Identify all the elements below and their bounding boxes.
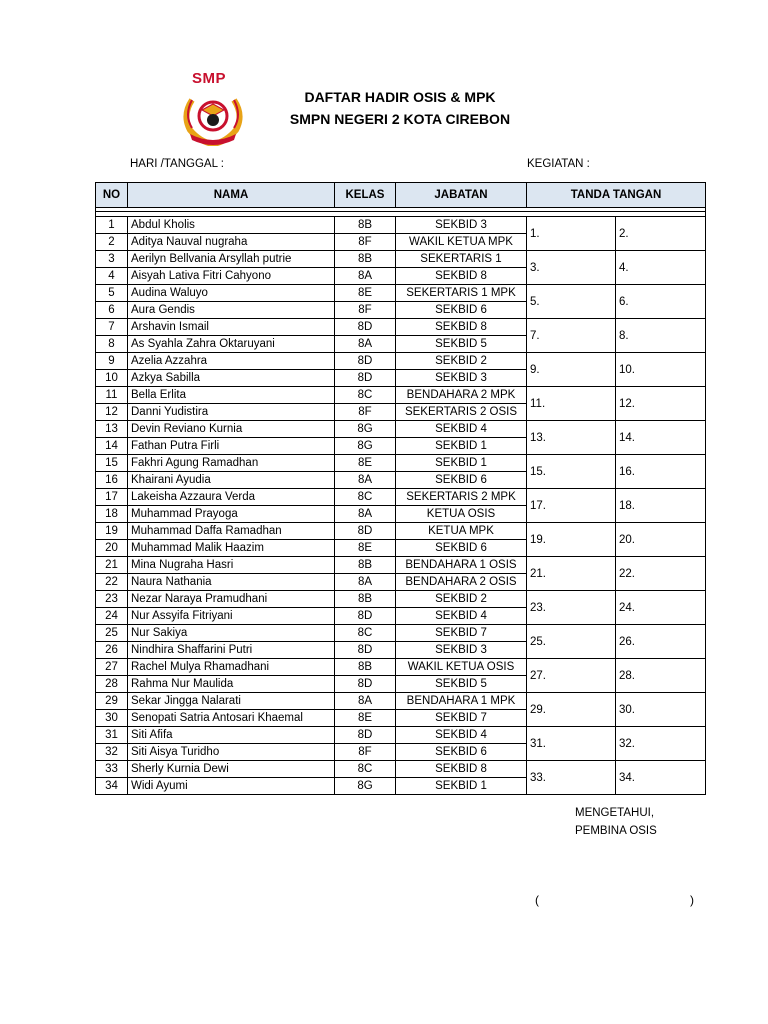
student-name: Sherly Kurnia Dewi — [128, 761, 335, 778]
row-number: 28 — [96, 676, 128, 693]
student-name: Audina Waluyo — [128, 285, 335, 302]
student-position: SEKBID 3 — [396, 370, 527, 387]
student-name: Fakhri Agung Ramadhan — [128, 455, 335, 472]
row-number: 8 — [96, 336, 128, 353]
student-class: 8G — [335, 421, 396, 438]
signature-cell: 20. — [616, 523, 706, 557]
student-name: Aura Gendis — [128, 302, 335, 319]
signature-cell: 6. — [616, 285, 706, 319]
table-row — [96, 557, 706, 574]
row-number: 33 — [96, 761, 128, 778]
signature-cell: 13. — [527, 421, 616, 455]
attendance-table — [95, 182, 706, 795]
table-row — [96, 387, 706, 404]
student-name: Widi Ayumi — [128, 778, 335, 795]
student-position: SEKBID 7 — [396, 625, 527, 642]
student-position: SEKERTARIS 2 MPK — [396, 489, 527, 506]
row-number: 34 — [96, 778, 128, 795]
student-class: 8D — [335, 608, 396, 625]
signature-cell: 11. — [527, 387, 616, 421]
student-name: Abdul Kholis — [128, 217, 335, 234]
signature-cell: 25. — [527, 625, 616, 659]
student-position: WAKIL KETUA MPK — [396, 234, 527, 251]
student-class: 8B — [335, 217, 396, 234]
student-class: 8D — [335, 370, 396, 387]
student-position: SEKBID 5 — [396, 336, 527, 353]
student-position: SEKBID 6 — [396, 472, 527, 489]
signature-cell: 2. — [616, 217, 706, 251]
student-position: SEKERTARIS 1 — [396, 251, 527, 268]
student-class: 8G — [335, 438, 396, 455]
column-header-jabatan: JABATAN — [396, 183, 527, 208]
student-name: Bella Erlita — [128, 387, 335, 404]
student-class: 8F — [335, 234, 396, 251]
student-class: 8E — [335, 710, 396, 727]
student-name: Rachel Mulya Rhamadhani — [128, 659, 335, 676]
table-row — [96, 217, 706, 234]
student-class: 8E — [335, 455, 396, 472]
row-number: 6 — [96, 302, 128, 319]
student-name: Nindhira Shaffarini Putri — [128, 642, 335, 659]
signature-cell: 4. — [616, 251, 706, 285]
table-row — [96, 421, 706, 438]
student-name: Nezar Naraya Pramudhani — [128, 591, 335, 608]
student-class: 8A — [335, 472, 396, 489]
table-row — [96, 489, 706, 506]
row-number: 32 — [96, 744, 128, 761]
acknowledged-label: MENGETAHUI, — [575, 807, 655, 819]
signature-cell: 16. — [616, 455, 706, 489]
row-number: 17 — [96, 489, 128, 506]
student-name: Aditya Nauval nugraha — [128, 234, 335, 251]
student-name: Khairani Ayudia — [128, 472, 335, 489]
signature-cell: 1. — [527, 217, 616, 251]
column-header-kelas: KELAS — [335, 183, 396, 208]
student-position: SEKBID 1 — [396, 455, 527, 472]
student-name: Danni Yudistira — [128, 404, 335, 421]
signature-cell: 12. — [616, 387, 706, 421]
row-number: 31 — [96, 727, 128, 744]
student-position: BENDAHARA 2 OSIS — [396, 574, 527, 591]
school-logo — [178, 70, 248, 146]
table-header-row — [96, 183, 706, 208]
row-number: 16 — [96, 472, 128, 489]
row-number: 18 — [96, 506, 128, 523]
signature-cell: 34. — [616, 761, 706, 795]
student-class: 8D — [335, 523, 396, 540]
day-date-label: HARI /TANGGAL : — [130, 158, 224, 170]
student-name: Aerilyn Bellvania Arsyllah putrie — [128, 251, 335, 268]
student-name: Mina Nugraha Hasri — [128, 557, 335, 574]
signature-cell: 28. — [616, 659, 706, 693]
table-row — [96, 727, 706, 744]
signature-cell: 30. — [616, 693, 706, 727]
student-position: BENDAHARA 1 OSIS — [396, 557, 527, 574]
student-class: 8B — [335, 557, 396, 574]
row-number: 26 — [96, 642, 128, 659]
student-class: 8B — [335, 591, 396, 608]
student-class: 8B — [335, 659, 396, 676]
student-class: 8C — [335, 387, 396, 404]
student-class: 8A — [335, 336, 396, 353]
row-number: 10 — [96, 370, 128, 387]
signature-cell: 24. — [616, 591, 706, 625]
student-position: SEKBID 4 — [396, 608, 527, 625]
column-header-no: NO — [96, 183, 128, 208]
row-number: 9 — [96, 353, 128, 370]
signature-cell: 33. — [527, 761, 616, 795]
table-row — [96, 353, 706, 370]
student-name: Nur Sakiya — [128, 625, 335, 642]
student-position: SEKBID 4 — [396, 421, 527, 438]
student-class: 8A — [335, 506, 396, 523]
table-row — [96, 591, 706, 608]
row-number: 3 — [96, 251, 128, 268]
student-position: SEKBID 8 — [396, 319, 527, 336]
signature-cell: 32. — [616, 727, 706, 761]
student-position: BENDAHARA 2 MPK — [396, 387, 527, 404]
student-position: SEKERTARIS 2 OSIS — [396, 404, 527, 421]
student-name: Lakeisha Azzaura Verda — [128, 489, 335, 506]
student-position: SEKBID 7 — [396, 710, 527, 727]
signature-cell: 29. — [527, 693, 616, 727]
row-number: 24 — [96, 608, 128, 625]
student-name: Muhammad Daffa Ramadhan — [128, 523, 335, 540]
student-position: SEKBID 4 — [396, 727, 527, 744]
student-name: Azelia Azzahra — [128, 353, 335, 370]
row-number: 4 — [96, 268, 128, 285]
document-title: DAFTAR HADIR OSIS & MPK — [304, 89, 496, 105]
row-number: 25 — [96, 625, 128, 642]
student-class: 8D — [335, 353, 396, 370]
signature-cell: 5. — [527, 285, 616, 319]
table-row — [96, 625, 706, 642]
student-class: 8B — [335, 251, 396, 268]
row-number: 11 — [96, 387, 128, 404]
advisor-label: PEMBINA OSIS — [575, 825, 657, 837]
student-class: 8D — [335, 676, 396, 693]
table-row — [96, 285, 706, 302]
signature-cell: 27. — [527, 659, 616, 693]
signature-cell: 15. — [527, 455, 616, 489]
student-class: 8C — [335, 761, 396, 778]
row-number: 14 — [96, 438, 128, 455]
student-position: SEKBID 1 — [396, 438, 527, 455]
student-name: Naura Nathania — [128, 574, 335, 591]
signature-cell: 7. — [527, 319, 616, 353]
signature-cell: 8. — [616, 319, 706, 353]
student-class: 8A — [335, 574, 396, 591]
student-class: 8D — [335, 642, 396, 659]
row-number: 23 — [96, 591, 128, 608]
signature-cell: 23. — [527, 591, 616, 625]
student-class: 8A — [335, 693, 396, 710]
student-position: SEKBID 2 — [396, 591, 527, 608]
student-position: SEKBID 3 — [396, 642, 527, 659]
row-number: 22 — [96, 574, 128, 591]
student-position: SEKBID 8 — [396, 761, 527, 778]
signature-cell: 10. — [616, 353, 706, 387]
activity-label: KEGIATAN : — [527, 158, 590, 170]
student-name: Siti Aisya Turidho — [128, 744, 335, 761]
student-position: SEKBID 6 — [396, 744, 527, 761]
student-class: 8A — [335, 268, 396, 285]
logo-text: SMP — [192, 70, 227, 87]
student-name: Aisyah Lativa Fitri Cahyono — [128, 268, 335, 285]
student-position: SEKERTARIS 1 MPK — [396, 285, 527, 302]
student-position: SEKBID 3 — [396, 217, 527, 234]
signature-cell: 19. — [527, 523, 616, 557]
row-number: 30 — [96, 710, 128, 727]
row-number: 15 — [96, 455, 128, 472]
student-class: 8F — [335, 302, 396, 319]
student-position: BENDAHARA 1 MPK — [396, 693, 527, 710]
student-position: WAKIL KETUA OSIS — [396, 659, 527, 676]
table-row — [96, 455, 706, 472]
student-class: 8G — [335, 778, 396, 795]
signature-cell: 9. — [527, 353, 616, 387]
student-class: 8D — [335, 319, 396, 336]
table-row — [96, 761, 706, 778]
signature-cell: 14. — [616, 421, 706, 455]
table-row — [96, 659, 706, 676]
signature-cell: 18. — [616, 489, 706, 523]
student-name: Muhammad Prayoga — [128, 506, 335, 523]
student-class: 8E — [335, 540, 396, 557]
student-name: Siti Afifa — [128, 727, 335, 744]
student-name: Nur Assyifa Fitriyani — [128, 608, 335, 625]
student-position: KETUA OSIS — [396, 506, 527, 523]
table-row — [96, 523, 706, 540]
signature-cell: 17. — [527, 489, 616, 523]
row-number: 12 — [96, 404, 128, 421]
student-position: SEKBID 6 — [396, 302, 527, 319]
student-position: SEKBID 1 — [396, 778, 527, 795]
row-number: 2 — [96, 234, 128, 251]
student-name: Fathan Putra Firli — [128, 438, 335, 455]
signature-cell: 26. — [616, 625, 706, 659]
student-name: Rahma Nur Maulida — [128, 676, 335, 693]
student-name: As Syahla Zahra Oktaruyani — [128, 336, 335, 353]
row-number: 13 — [96, 421, 128, 438]
signature-cell: 22. — [616, 557, 706, 591]
student-position: SEKBID 6 — [396, 540, 527, 557]
student-class: 8F — [335, 404, 396, 421]
student-name: Arshavin Ismail — [128, 319, 335, 336]
column-header-nama: NAMA — [128, 183, 335, 208]
table-row — [96, 319, 706, 336]
student-class: 8D — [335, 727, 396, 744]
student-name: Azkya Sabilla — [128, 370, 335, 387]
student-name: Senopati Satria Antosari Khaemal — [128, 710, 335, 727]
row-number: 7 — [96, 319, 128, 336]
signature-paren-open: ( — [535, 893, 539, 907]
signature-cell: 21. — [527, 557, 616, 591]
signature-cell: 3. — [527, 251, 616, 285]
student-position: SEKBID 5 — [396, 676, 527, 693]
student-position: SEKBID 8 — [396, 268, 527, 285]
table-body — [96, 208, 706, 795]
student-class: 8C — [335, 489, 396, 506]
row-number: 21 — [96, 557, 128, 574]
student-class: 8E — [335, 285, 396, 302]
student-class: 8F — [335, 744, 396, 761]
student-name: Sekar Jingga Nalarati — [128, 693, 335, 710]
row-number: 19 — [96, 523, 128, 540]
column-header-tanda-tangan: TANDA TANGAN — [527, 183, 706, 208]
table-row — [96, 251, 706, 268]
row-number: 27 — [96, 659, 128, 676]
signature-cell: 31. — [527, 727, 616, 761]
table-row — [96, 693, 706, 710]
school-name: SMPN NEGERI 2 KOTA CIREBON — [289, 111, 511, 127]
student-class: 8C — [335, 625, 396, 642]
row-number: 29 — [96, 693, 128, 710]
row-number: 20 — [96, 540, 128, 557]
student-name: Devin Reviano Kurnia — [128, 421, 335, 438]
row-number: 5 — [96, 285, 128, 302]
student-position: KETUA MPK — [396, 523, 527, 540]
student-position: SEKBID 2 — [396, 353, 527, 370]
signature-paren-close: ) — [690, 893, 694, 907]
student-name: Muhammad Malik Haazim — [128, 540, 335, 557]
row-number: 1 — [96, 217, 128, 234]
